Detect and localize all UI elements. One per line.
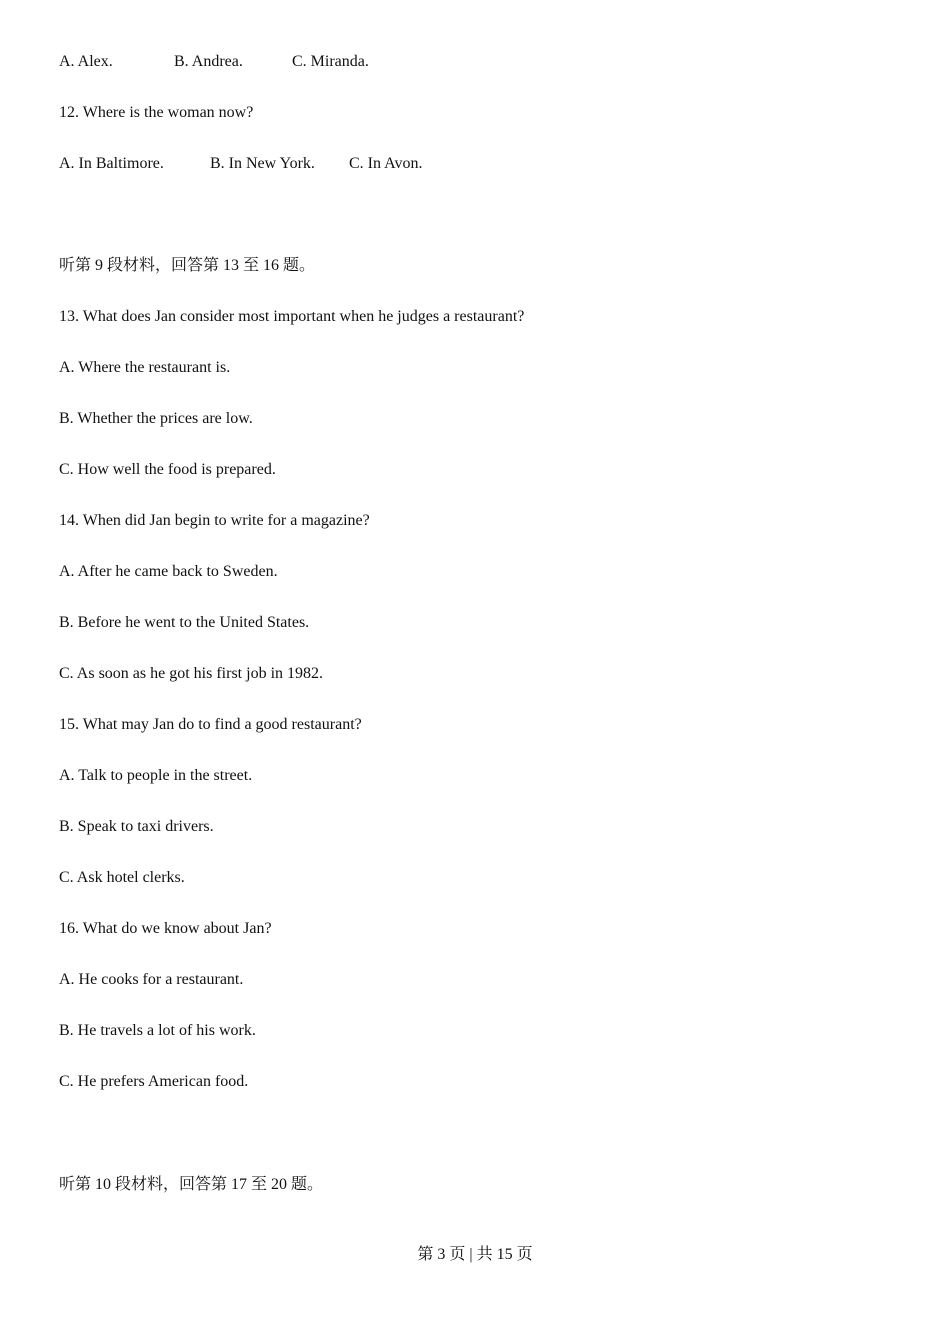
q12-option-c: C. In Avon. [349, 155, 423, 172]
q11-option-a: A. Alex. [59, 53, 113, 70]
q14-question: 14. When did Jan begin to write for a magazine? [59, 512, 370, 529]
q13-option-c: C. How well the food is prepared. [59, 461, 276, 478]
q14-option-c: C. As soon as he got his first job in 1982. [59, 665, 324, 682]
q16-option-c: C. He prefers American food. [59, 1073, 249, 1090]
q12-option-a: A. In Baltimore. [59, 155, 164, 172]
q15-option-c: C. Ask hotel clerks. [59, 869, 185, 886]
page-footer: 第 3 页 | 共 15 页 [417, 1246, 533, 1263]
section-9-heading: 听第 9 段材料，回答第 13 至 16 题。 [59, 257, 316, 274]
q13-option-b: B. Whether the prices are low. [59, 410, 253, 427]
q11-option-c: C. Miranda. [292, 53, 369, 70]
q13-option-a: A. Where the restaurant is. [59, 359, 231, 376]
q16-option-b: B. He travels a lot of his work. [59, 1022, 256, 1039]
q15-question: 15. What may Jan do to find a good restaurant? [59, 716, 362, 733]
q11-option-b: B. Andrea. [174, 53, 243, 70]
section-10-heading: 听第 10 段材料，回答第 17 至 20 题。 [59, 1176, 324, 1193]
q14-option-b: B. Before he went to the United States. [59, 614, 310, 631]
q13-question: 13. What does Jan consider most important when he judges a restaurant? [59, 308, 525, 325]
q15-option-a: A. Talk to people in the street. [59, 767, 253, 784]
q12-question: 12. Where is the woman now? [59, 104, 254, 121]
q12-option-b: B. In New York. [210, 155, 315, 172]
q15-option-b: B. Speak to taxi drivers. [59, 818, 214, 835]
q14-option-a: A. After he came back to Sweden. [59, 563, 278, 580]
q16-option-a: A. He cooks for a restaurant. [59, 971, 244, 988]
q16-question: 16. What do we know about Jan? [59, 920, 272, 937]
